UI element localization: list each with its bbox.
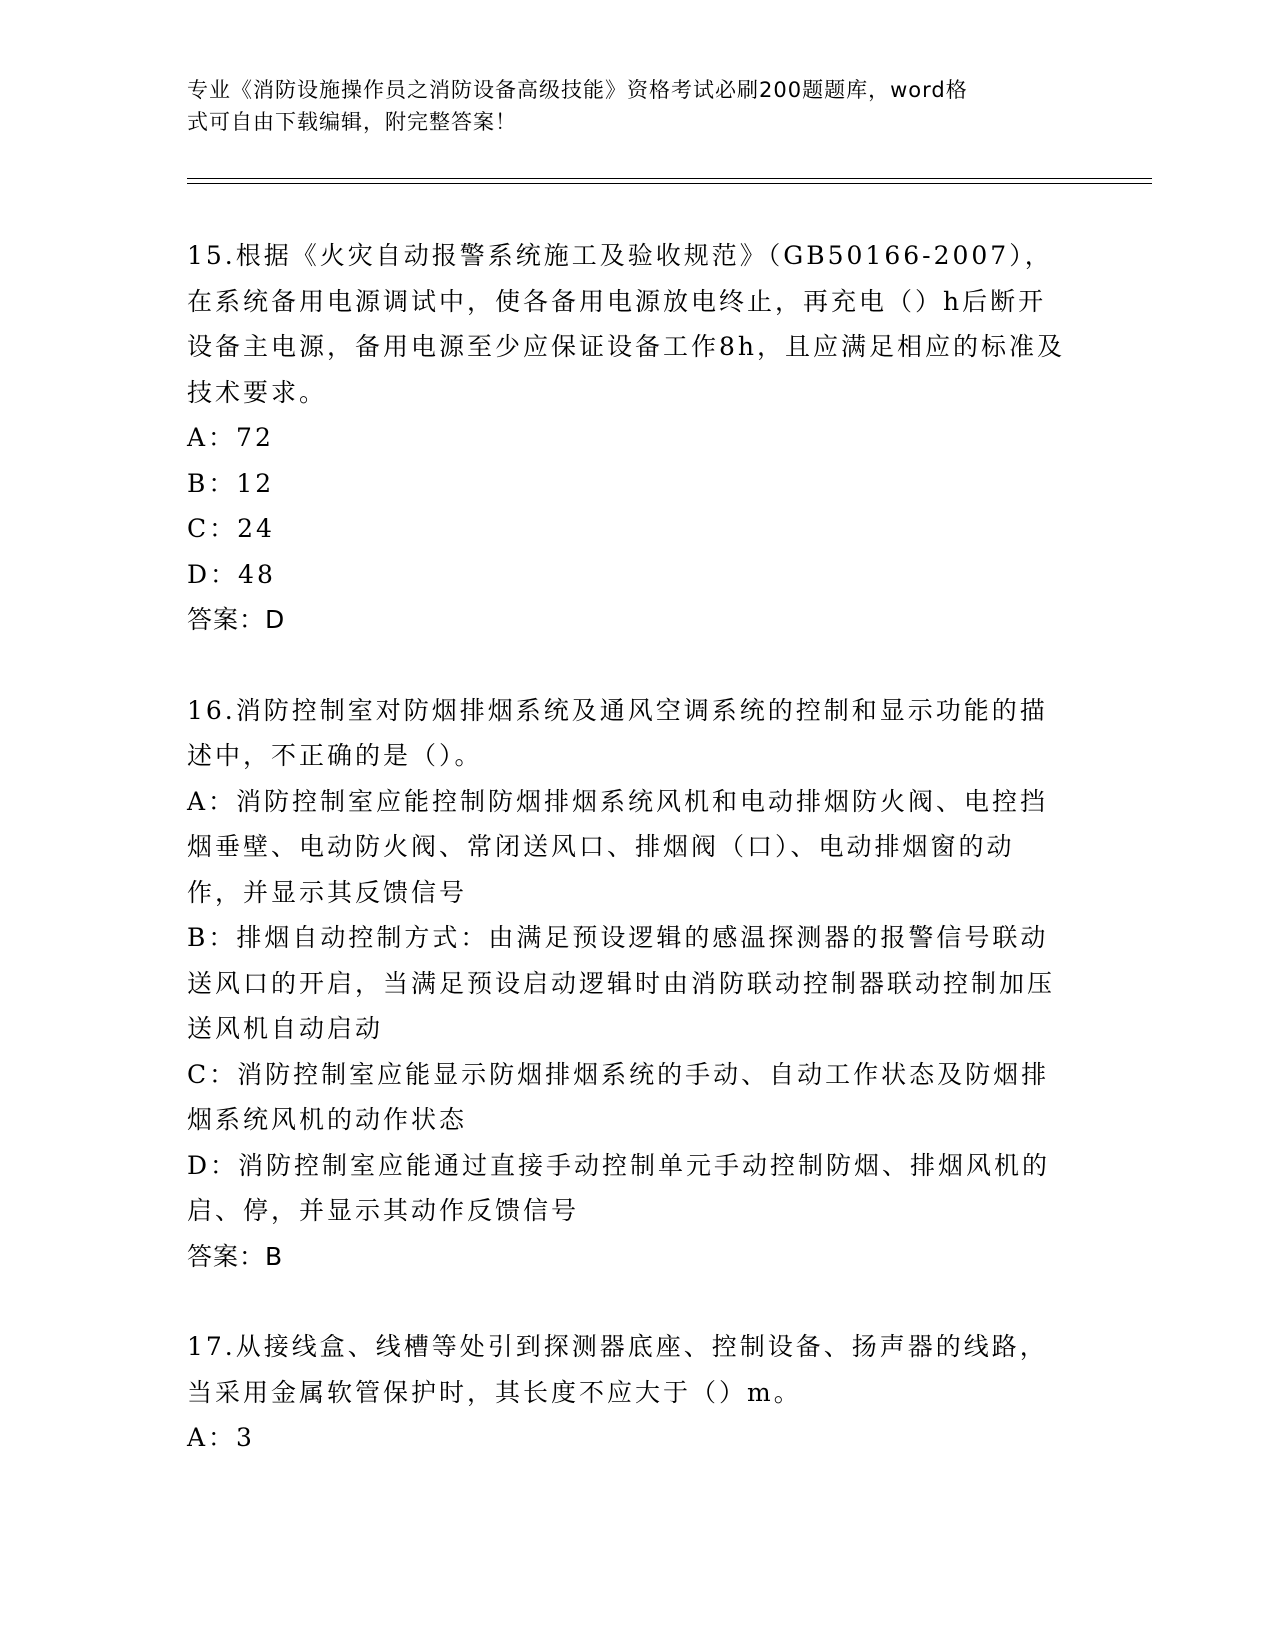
option-b: B：12 (187, 468, 275, 498)
option-a: A：消防控制室应能控制防烟排烟系统风机和电动排烟防火阀、电控挡烟垂壁、电动防火阀、常闭送风口、排烟阀（口）、电动排烟窗的动作，并显示其反馈信号 (187, 786, 1049, 907)
option-d: D：消防控制室应能通过直接手动控制单元手动控制防烟、排烟风机的启、停，并显示其动作反馈信号 (187, 1150, 1051, 1225)
option-b: B：排烟自动控制方式：由满足预设逻辑的感温探测器的报警信号联动送风口的开启，当满足预设启动逻辑时由消防联动控制器联动控制加压送风机自动启动 (187, 923, 1056, 1043)
header-divider-top (187, 178, 1152, 179)
question-stem: 16.消防控制室对防烟排烟系统及通风空调系统的控制和显示功能的描述中，不正确的是（）。 (187, 695, 1048, 770)
question-list (187, 233, 1067, 1461)
option-c: C：消防控制室应能显示防烟排烟系统的手动、自动工作状态及防烟排烟系统风机的动作状态 (187, 1059, 1050, 1134)
option-a: A：72 (187, 423, 274, 452)
option-a: A：3 (187, 1423, 255, 1452)
question-17 (187, 1324, 1067, 1461)
document-header (187, 74, 1087, 138)
question-stem: 15.根据《火灾自动报警系统施工及验收规范》（GB50166-2007），在系统备用电源调试中，使各备用电源放电终止，再充电（）h后断开设备主电源，备用电源至少应保证设备工作8h，且应满足相应的标准及技术要求。 (187, 241, 1066, 407)
header-line-1: 专业《消防设施操作员之消防设备高级技能》资格考试必刷200题题库，word格 (187, 78, 968, 102)
option-d: D：48 (187, 559, 276, 589)
question-stem: 17.从接线盒、线槽等处引到探测器底座、控制设备、扬声器的线路，当采用金属软管保护时，其长度不应大于（）m。 (187, 1332, 1048, 1407)
question-15 (187, 233, 1067, 643)
header-line-2: 式可自由下载编辑，附完整答案！ (187, 110, 517, 134)
question-16 (187, 688, 1067, 1280)
answer-line: 答案：D (187, 605, 286, 634)
header-divider-bottom (187, 183, 1152, 184)
question-spacer (187, 1279, 1067, 1324)
option-c: C：24 (187, 514, 275, 543)
question-spacer (187, 643, 1067, 688)
answer-line: 答案：B (187, 1241, 284, 1271)
